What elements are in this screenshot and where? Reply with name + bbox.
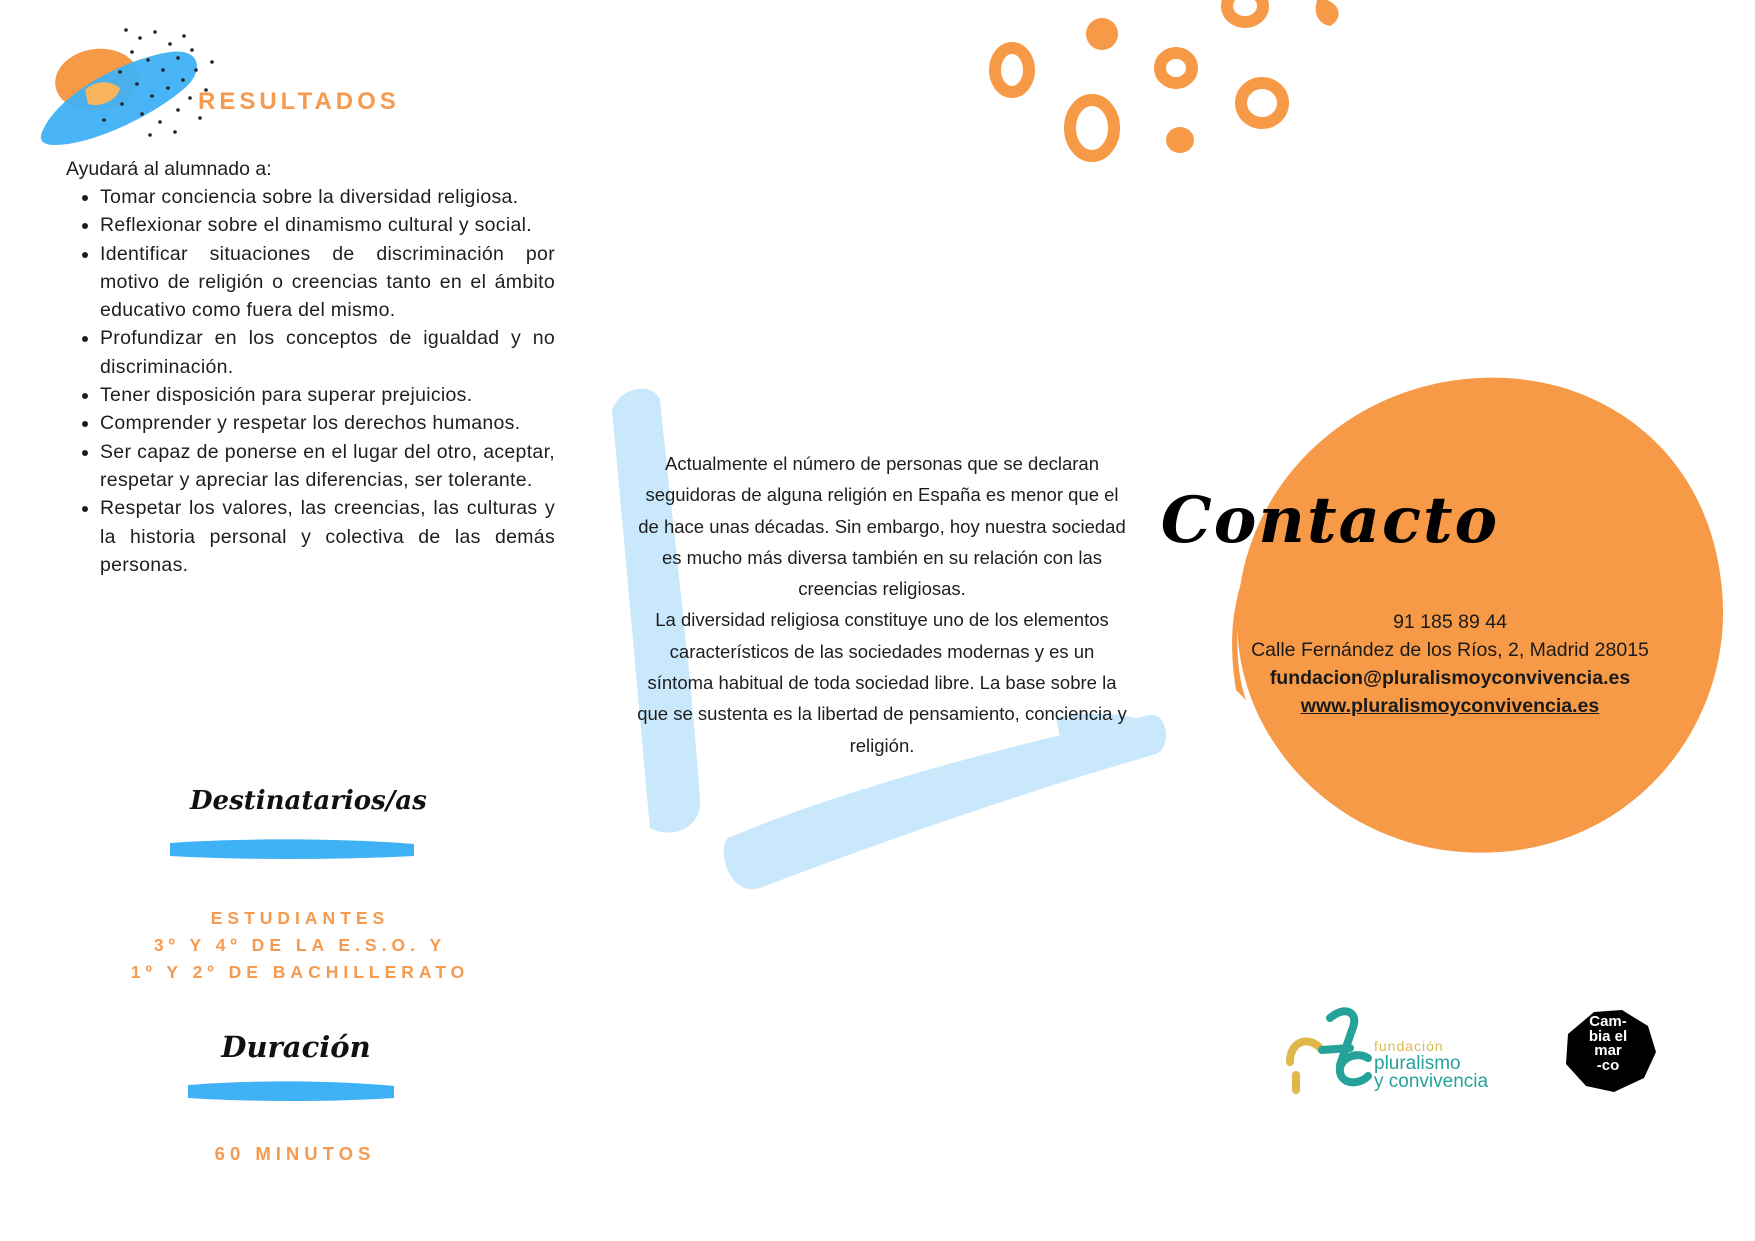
audience-line: 1º Y 2º DE BACHILLERATO (130, 962, 470, 982)
contact-phone: 91 185 89 44 (1393, 611, 1507, 633)
middle-text (636, 448, 1128, 761)
fpc-logo-line-1: fundación (1374, 1038, 1444, 1054)
results-list (66, 183, 555, 579)
results-decoration-icon (41, 28, 214, 145)
contact-title: Contacto (1160, 483, 1500, 558)
middle-paragraph-1: Actualmente el número de personas que se declaran seguidoras de alguna religión en España es menor que el de hace unas décadas. Sin embargo, hoy nuestra sociedad es mucho más diversa también en su relación con las creencias religiosas. (638, 453, 1126, 600)
cambia-logo-line-3: mar (1594, 1042, 1622, 1059)
fpc-logo-icon (1290, 1011, 1368, 1090)
list-item: • Respetar los valores, las creencias, las culturas y la historia personal y colectiva de las demás personas. (100, 494, 555, 579)
fpc-logo-line-3: y convivencia (1374, 1071, 1489, 1092)
results-heading: RESULTADOS (198, 88, 400, 115)
list-item: • Tomar conciencia sobre la diversidad religiosa. (100, 183, 555, 211)
audience-title: Destinatarios/as (190, 786, 427, 816)
orange-rings-decoration (995, 0, 1339, 156)
fpc-logo-text (1374, 1037, 1488, 1091)
destinatarios-underline (170, 839, 414, 859)
middle-paragraph-2: La diversidad religiosa constituye uno de los elementos característicos de las sociedades modernas y es un síntoma habitual de toda sociedad libre. La base sobre la que se sustenta es la libertad de pensamiento, conciencia y religión. (637, 609, 1127, 756)
contact-email[interactable]: fundacion@pluralismoyconvivencia.es (1269, 667, 1631, 689)
duration-value: 60 MINUTOS (214, 1143, 376, 1164)
cambia-logo-line-2: bia el (1588, 1027, 1628, 1045)
list-item: • Comprender y respetar los derechos humanos. (100, 409, 555, 437)
cambia-el-marco-logo (1566, 1003, 1650, 1081)
duracion-underline (188, 1081, 394, 1101)
list-item: • Reflexionar sobre el dinamismo cultural y social. (100, 211, 555, 239)
duration-title: Duración (221, 1030, 371, 1064)
audience-block (100, 905, 500, 986)
cambia-logo-line-4: -co (1596, 1056, 1620, 1074)
fpc-logo-line-2: pluralismo (1374, 1053, 1461, 1074)
contact-website-link[interactable]: www.pluralismoyconvivencia.es (1300, 695, 1600, 717)
list-item: • Profundizar en los conceptos de igualdad y no discriminación. (100, 324, 555, 381)
list-item: • Identificar situaciones de discriminación por motivo de religión o creencias tanto en el ámbito educativo como fuera del mismo. (100, 240, 555, 325)
audience-line: 3º Y 4º DE LA E.S.O. Y (153, 935, 447, 955)
results-intro: Ayudará al alumnado a: (66, 158, 272, 180)
contact-address: Calle Fernández de los Ríos, 2, Madrid 28015 (1251, 639, 1649, 661)
list-item: • Tener disposición para superar prejuicios. (100, 381, 555, 409)
contact-info (1230, 608, 1670, 720)
audience-line: ESTUDIANTES (210, 908, 390, 928)
list-item: • Ser capaz de ponerse en el lugar del otro, aceptar, respetar y apreciar las diferencias, ser tolerante. (100, 438, 555, 495)
cambia-logo-line-1: Cam- (1589, 1013, 1627, 1030)
